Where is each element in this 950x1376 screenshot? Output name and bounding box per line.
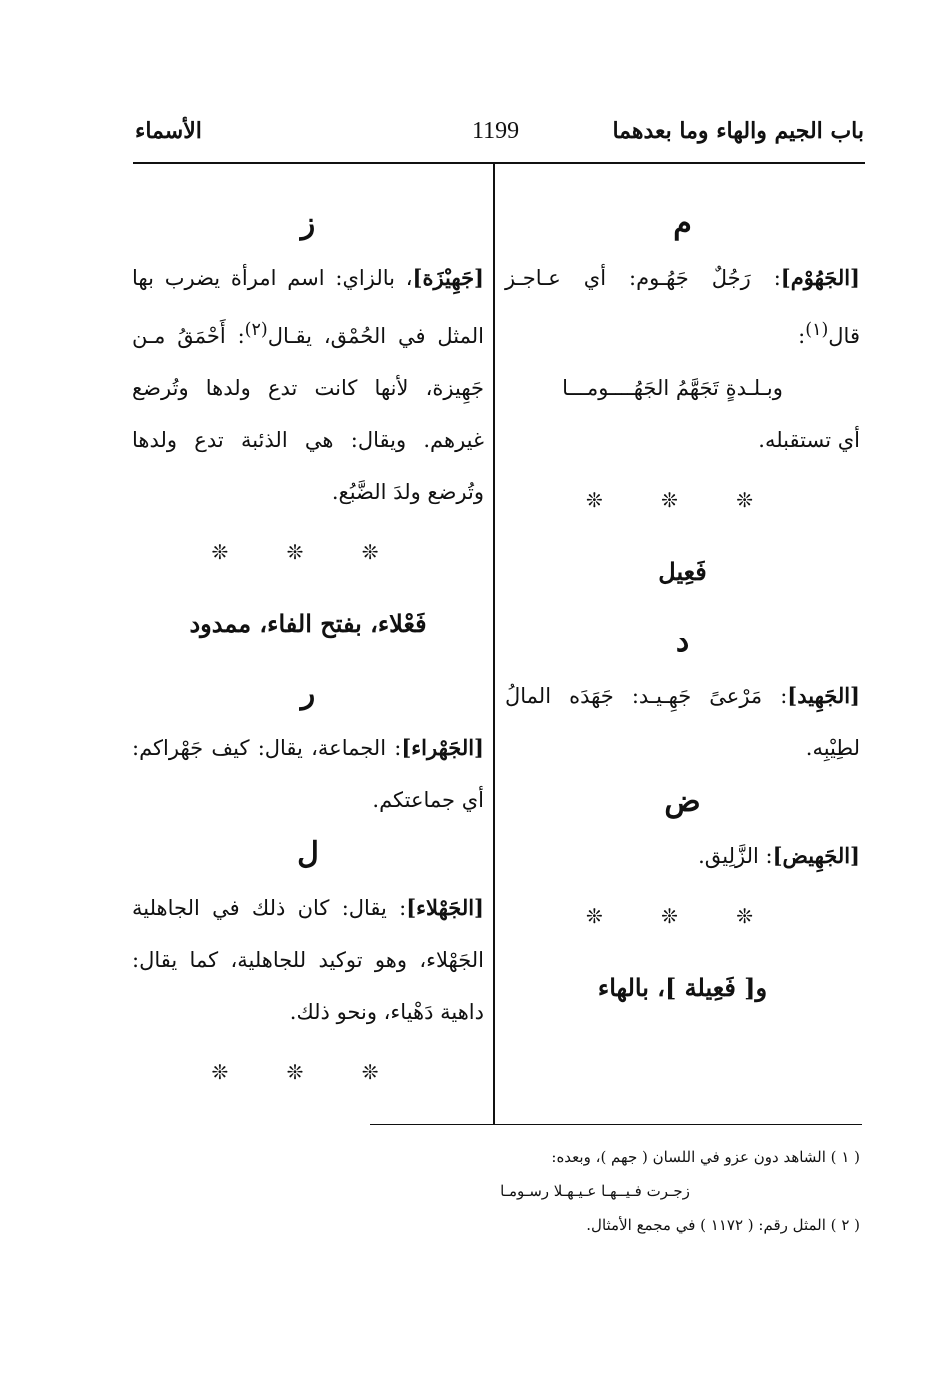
section-separator: ❊ ❊ ❊ — [211, 540, 405, 564]
letter-heading-mim: م — [673, 206, 692, 241]
footnote-2: ( ٢ ) المثل رقم: ( ١١٧٢ ) في مجمع الأمثال. — [586, 1216, 860, 1234]
entry-jahyaza — [132, 252, 484, 518]
section-separator: ❊ ❊ ❊ — [211, 1060, 405, 1084]
colon: : — [798, 324, 806, 348]
pattern-heading-falaa: فَعْلاء، بفتح الفاء، ممدود — [189, 609, 427, 638]
footnote-rule — [370, 1124, 862, 1125]
header-rule — [133, 162, 865, 164]
entry-text: : الزَّلِيق. — [698, 844, 773, 868]
entry-text: ، بالزاي: اسم امرأة يضرب بها المثل في الحُمْق، يقـال — [132, 266, 484, 348]
entry-text: : مَرْعىً جَهِـيـد: جَهَدَه المالُ لطِيْبِه. — [505, 684, 860, 760]
footnote-1: ( ١ ) الشاهد دون عزو في اللسان ( جهم )، وبعده: — [551, 1148, 860, 1166]
verse-line: وبـلـدةٍ تَجَهَّمُ الجَهُــــومـــا — [562, 376, 783, 400]
left-column — [132, 196, 484, 1106]
letter-heading-dal: د — [675, 624, 690, 659]
footnote-1-verse: زجـرت فـيــهـا عـيـهـلا رسـومـا — [500, 1182, 690, 1200]
pattern-heading-faeel: فَعِيل — [658, 557, 707, 586]
entry-jahlaa — [132, 882, 484, 1038]
letter-heading-lam: ل — [297, 836, 319, 871]
lemma: [الجَهْراء] — [401, 735, 484, 760]
lemma: [الجَهِيض] — [772, 843, 860, 868]
right-column — [505, 196, 860, 1030]
lemma: [الجَهْلاء] — [406, 895, 484, 920]
letter-heading-ra: ر — [300, 676, 316, 711]
section-separator: ❊ ❊ ❊ — [586, 904, 779, 928]
entry-text: : يقال: كان ذلك في الجاهلية الجَهْلاء، وهو توكيد للجاهلية، كما يقال: داهية دَهْياء، ونحو ذلك. — [132, 896, 484, 1024]
entry-jahraa — [132, 722, 484, 826]
entry-text: : الجماعة، يقال: كيف جَهْراكم: أي جماعتكم. — [132, 736, 484, 812]
footnotes — [300, 1140, 860, 1242]
footnote-ref: (٢) — [244, 320, 268, 340]
entry-text: : رَجُلٌ جَهُـوم: أي عـاجـز — [505, 266, 781, 290]
running-header-section: الأسماء — [135, 118, 202, 144]
qala-label: قال — [828, 324, 860, 348]
entry-jahid2 — [505, 830, 860, 882]
verse-gloss: أي تستقبله. — [758, 428, 860, 452]
lemma: [جَهِيْزَة] — [412, 265, 484, 290]
letter-heading-zay: ز — [300, 206, 316, 241]
letter-heading-dad: ض — [664, 784, 701, 819]
entry-jahid — [505, 670, 860, 774]
running-header-chapter: باب الجيم والهاء وما بعدهما — [612, 118, 864, 144]
footnote-ref: (١) — [805, 320, 829, 340]
pattern-heading-faeela: و[ فَعِيلة ]، بالهاء — [597, 973, 768, 1002]
column-divider — [493, 163, 495, 1125]
entry-text-cont: : أَحْمَقُ مـن جَهِيزة، لأنها كانت تدع ولدها وتُرضع غيرهم. ويقال: هي الذئبة تدع ولدها وتُرضع ولدَ الضَّبُع. — [132, 324, 484, 504]
page-number: 1199 — [472, 118, 520, 144]
lemma: [الجَهُوْم] — [780, 265, 860, 290]
entry-jahum — [505, 252, 860, 362]
section-separator: ❊ ❊ ❊ — [586, 488, 779, 512]
lemma: [الجَهِيد] — [787, 683, 860, 708]
